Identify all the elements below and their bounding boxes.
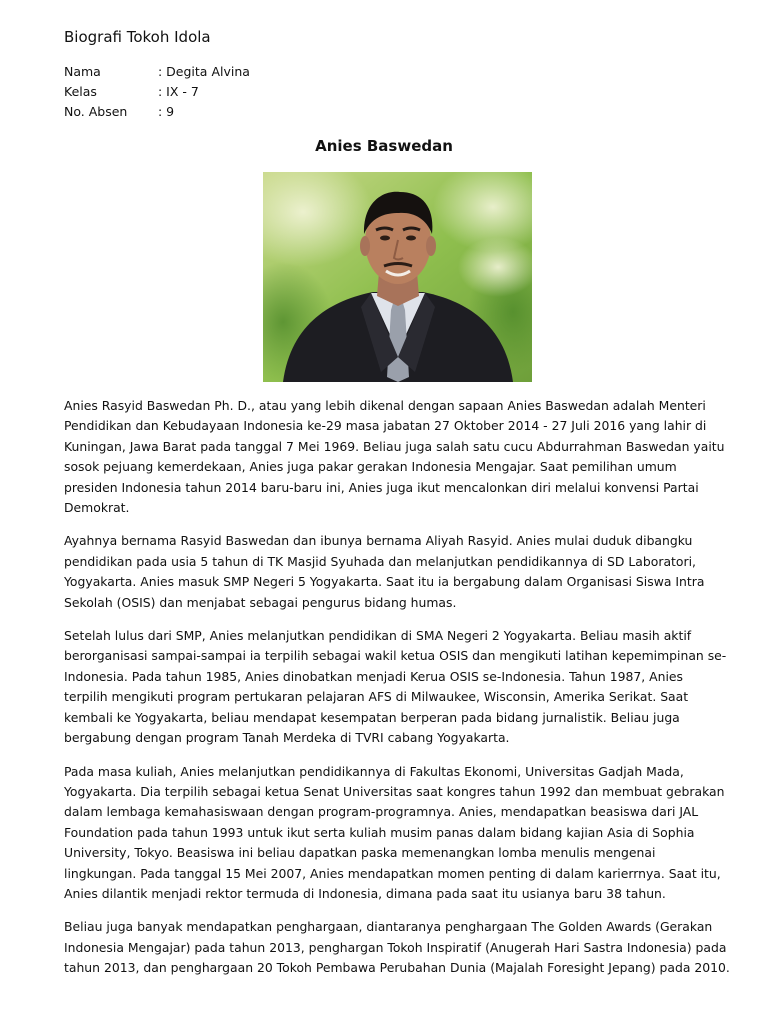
info-row-nama	[64, 62, 250, 82]
info-value: : 9	[158, 104, 175, 119]
paragraph: Anies Rasyid Baswedan Ph. D., atau yang lebih dikenal dengan sapaan Anies Baswedan adalah Menteri Pendidikan dan Kebudayaan Indonesia ke-29 masa jabatan 27 Oktober 2014 - 27 Juli 2016 yang lahir di Kuningan, Jawa Barat pada tanggal 7 Mei 1969. Beliau juga salah satu cucu Abdurrahman Baswedan yaitu sosok pejuang kemerdekaan, Anies juga pakar gerakan Indonesia Mengajar. Saat pemilihan umum presiden Indonesia tahun 2014 baru-baru ini, Anies juga ikut mencalonkan diri melalui konvensi Partai Demokrat.	[64, 398, 725, 516]
info-row-absen	[64, 102, 250, 122]
document-title: Biografi Tokoh Idola	[64, 28, 211, 46]
portrait-photo	[263, 172, 532, 382]
biography-text	[64, 396, 730, 992]
info-label: No. Absen	[64, 104, 128, 119]
info-label: Nama	[64, 64, 101, 79]
paragraph: Pada masa kuliah, Anies melanjutkan pendidikannya di Fakultas Ekonomi, Universitas Gadjah Mada, Yogyakarta. Dia terpilih sebagai ketua Senat Universitas saat kongres tahun 1992 dan membuat gebrakan dalam lembaga kemahasiswaan dengan program-programnya. Anies, mendapatkan beasiswa dari JAL Foundation pada tahun 1993 untuk ikut serta kuliah musim panas dalam bidang kajian Asia di Sophia University, Tokyo. Beasiswa ini beliau dapatkan paska memenangkan lomba menulis mengenai lingkungan. Pada tanggal 15 Mei 2007, Anies mendapatkan momen penting di dalam karierrnya. Saat itu, Anies dilantik menjadi rektor termuda di Indonesia, dimana pada saat itu usianya baru 38 tahun.	[64, 763, 725, 901]
paragraph: Setelah lulus dari SMP, Anies melanjutkan pendidikan di SMA Negeri 2 Yogyakarta. Beliau masih aktif berorganisasi sampai-sampai ia terpilih sebagai wakil ketua OSIS dan mengikuti latihan kepemimpinan se-Indonesia. Pada tahun 1985, Anies dinobatkan menjadi Kerua OSIS se-Indonesia. Tahun 1987, Anies terpilih mengikuti program pertukaran pelajaran AFS di Milwaukee, Wisconsin, Amerika Serikat. Saat kembali ke Yogyakarta, beliau mendapat kesempatan berperan pada bidang jurnalistik. Beliau juga bergabung dengan program Tanah Merdeka di TVRI cabang Yogyakarta.	[64, 628, 727, 746]
info-value: : IX - 7	[158, 84, 199, 99]
biography-heading: Anies Baswedan	[315, 137, 453, 155]
student-info	[64, 62, 250, 122]
paragraph: Beliau juga banyak mendapatkan penghargaan, diantaranya penghargaan The Golden Awards (Gerakan Indonesia Mengajar) pada tahun 2013, penghargan Tokoh Inspiratif (Anugerah Hari Sastra Indonesia) pada tahun 2013, dan penghargaan 20 Tokoh Pembawa Perubahan Dunia (Majalah Foresight Jepang) pada 2010.	[64, 919, 730, 976]
info-label: Kelas	[64, 84, 97, 99]
paragraph: Ayahnya bernama Rasyid Baswedan dan ibunya bernama Aliyah Rasyid. Anies mulai duduk dibangku pendidikan pada usia 5 tahun di TK Masjid Syuhada dan melanjutkan pendidikannya di SD Laboratori, Yogyakarta. Anies masuk SMP Negeri 5 Yogyakarta. Saat itu ia bergabung dalam Organisasi Siswa Intra Sekolah (OSIS) dan menjabat sebagai pengurus bidang humas.	[64, 533, 705, 610]
info-row-kelas	[64, 82, 250, 102]
info-value: : Degita Alvina	[158, 64, 250, 79]
